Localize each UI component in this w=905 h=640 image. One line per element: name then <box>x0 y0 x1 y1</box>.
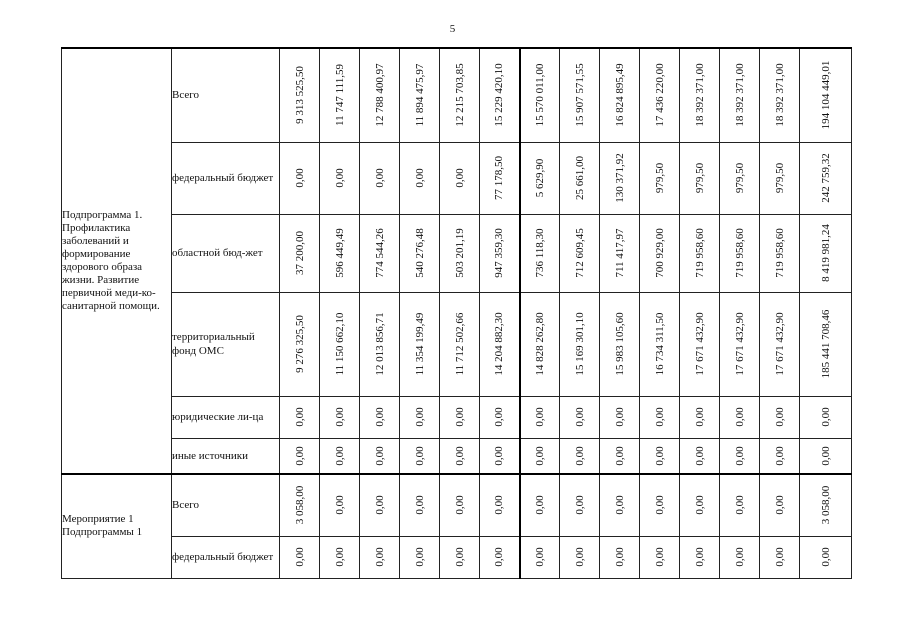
value-cell <box>360 292 400 396</box>
cell-value: 0,00 <box>653 446 666 466</box>
value-cell <box>760 142 800 214</box>
cell-value: 711 417,97 <box>613 228 626 278</box>
cell-value: 11 354 199,49 <box>413 312 426 376</box>
value-cell <box>600 536 640 578</box>
value-cell <box>680 396 720 438</box>
budget-table <box>61 47 852 579</box>
value-cell <box>760 48 800 142</box>
value-cell <box>400 142 440 214</box>
cell-value: 0,00 <box>733 495 746 515</box>
cell-value: 0,00 <box>819 407 832 427</box>
cell-value: 719 958,60 <box>773 228 786 278</box>
cell-value: 736 118,30 <box>533 228 546 278</box>
cell-value: 16 734 311,50 <box>653 312 666 376</box>
value-cell <box>560 142 600 214</box>
cell-value: 9 313 525,50 <box>293 66 306 125</box>
cell-value: 700 929,00 <box>653 228 666 278</box>
value-cell <box>360 142 400 214</box>
value-cell <box>280 214 320 292</box>
cell-value: 15 570 011,00 <box>533 63 546 127</box>
cell-value: 0,00 <box>533 495 546 515</box>
cell-value: 0,00 <box>293 547 306 567</box>
value-cell <box>640 214 680 292</box>
funding-source: федеральный бюджет <box>172 142 280 214</box>
value-cell <box>480 292 520 396</box>
cell-value: 0,00 <box>733 407 746 427</box>
funding-source: областной бюд-жет <box>172 214 280 292</box>
cell-value: 15 983 105,60 <box>613 312 626 376</box>
cell-value: 979,50 <box>693 162 706 194</box>
value-cell <box>280 536 320 578</box>
value-cell <box>760 396 800 438</box>
value-cell <box>760 438 800 474</box>
value-cell <box>480 396 520 438</box>
cell-value: 11 150 662,10 <box>333 312 346 376</box>
cell-value: 0,00 <box>733 547 746 567</box>
value-cell <box>560 438 600 474</box>
value-cell <box>520 536 560 578</box>
funding-source: иные источники <box>172 438 280 474</box>
cell-value: 0,00 <box>573 495 586 515</box>
cell-value: 12 013 856,71 <box>373 312 386 376</box>
cell-value: 540 276,48 <box>413 228 426 278</box>
value-cell <box>720 48 760 142</box>
value-cell <box>640 474 680 536</box>
total-cell <box>800 142 852 214</box>
cell-value: 15 229 420,10 <box>493 63 506 127</box>
cell-value: 14 204 882,30 <box>493 312 506 376</box>
table-row <box>62 536 852 578</box>
cell-value: 14 828 262,80 <box>533 312 546 376</box>
cell-value: 0,00 <box>373 446 386 466</box>
value-cell <box>520 474 560 536</box>
cell-value: 0,00 <box>693 446 706 466</box>
cell-value: 3 058,00 <box>819 486 832 525</box>
value-cell <box>320 396 360 438</box>
table-row <box>62 48 852 142</box>
value-cell <box>400 292 440 396</box>
cell-value: 0,00 <box>613 407 626 427</box>
cell-value: 0,00 <box>733 446 746 466</box>
cell-value: 0,00 <box>453 446 466 466</box>
cell-value: 0,00 <box>333 547 346 567</box>
cell-value: 947 359,30 <box>493 228 506 278</box>
value-cell <box>640 142 680 214</box>
value-cell <box>400 48 440 142</box>
budget-table-body <box>62 48 852 578</box>
value-cell <box>760 536 800 578</box>
cell-value: 0,00 <box>413 446 426 466</box>
cell-value: 37 200,00 <box>293 231 306 275</box>
cell-value: 712 609,45 <box>573 228 586 278</box>
cell-value: 0,00 <box>373 407 386 427</box>
value-cell <box>480 142 520 214</box>
total-cell <box>800 292 852 396</box>
value-cell <box>720 396 760 438</box>
table-row <box>62 438 852 474</box>
value-cell <box>680 48 720 142</box>
value-cell <box>360 474 400 536</box>
value-cell <box>560 292 600 396</box>
funding-source: Всего <box>172 48 280 142</box>
table-row <box>62 474 852 536</box>
total-cell <box>800 214 852 292</box>
cell-value: 0,00 <box>613 547 626 567</box>
cell-value: 8 419 981,24 <box>819 224 832 282</box>
value-cell <box>480 48 520 142</box>
value-cell <box>720 536 760 578</box>
value-cell <box>760 292 800 396</box>
value-cell <box>760 214 800 292</box>
cell-value: 0,00 <box>533 547 546 567</box>
total-cell <box>800 438 852 474</box>
cell-value: 11 747 111,59 <box>333 64 346 127</box>
value-cell <box>720 142 760 214</box>
cell-value: 130 371,92 <box>613 153 626 203</box>
value-cell <box>360 396 400 438</box>
value-cell <box>520 396 560 438</box>
cell-value: 0,00 <box>453 547 466 567</box>
table-row <box>62 396 852 438</box>
program-title: Подпрограмма 1. Профилактика заболеваний и формирование здорового образа жизни. Развитие первичной меди-ко-санитарной помощи. <box>62 48 172 474</box>
value-cell <box>480 536 520 578</box>
value-cell <box>760 474 800 536</box>
value-cell <box>720 214 760 292</box>
value-cell <box>440 292 480 396</box>
value-cell <box>320 536 360 578</box>
value-cell <box>480 474 520 536</box>
cell-value: 5 629,90 <box>533 158 546 198</box>
value-cell <box>560 396 600 438</box>
cell-value: 0,00 <box>453 168 466 188</box>
value-cell <box>280 142 320 214</box>
cell-value: 3 058,00 <box>293 486 306 525</box>
value-cell <box>400 438 440 474</box>
cell-value: 18 392 371,00 <box>773 63 786 127</box>
value-cell <box>320 142 360 214</box>
value-cell <box>400 214 440 292</box>
value-cell <box>480 214 520 292</box>
cell-value: 0,00 <box>773 407 786 427</box>
value-cell <box>720 474 760 536</box>
value-cell <box>360 48 400 142</box>
value-cell <box>560 214 600 292</box>
cell-value: 0,00 <box>573 547 586 567</box>
cell-value: 0,00 <box>333 407 346 427</box>
cell-value: 18 392 371,00 <box>733 63 746 127</box>
value-cell <box>640 438 680 474</box>
cell-value: 0,00 <box>573 407 586 427</box>
cell-value: 0,00 <box>819 446 832 466</box>
cell-value: 12 788 400,97 <box>373 63 386 127</box>
cell-value: 242 759,32 <box>819 153 832 203</box>
cell-value: 0,00 <box>493 407 506 427</box>
funding-source: юридические ли-ца <box>172 396 280 438</box>
cell-value: 719 958,60 <box>693 228 706 278</box>
cell-value: 0,00 <box>293 446 306 466</box>
cell-value: 0,00 <box>819 547 832 567</box>
value-cell <box>520 438 560 474</box>
cell-value: 0,00 <box>773 547 786 567</box>
value-cell <box>560 474 600 536</box>
funding-source: федеральный бюджет <box>172 536 280 578</box>
value-cell <box>640 48 680 142</box>
cell-value: 0,00 <box>533 446 546 466</box>
page-number: 5 <box>449 23 456 35</box>
cell-value: 719 958,60 <box>733 228 746 278</box>
value-cell <box>720 438 760 474</box>
cell-value: 18 392 371,00 <box>693 63 706 127</box>
value-cell <box>440 48 480 142</box>
cell-value: 0,00 <box>653 495 666 515</box>
value-cell <box>440 396 480 438</box>
cell-value: 0,00 <box>333 495 346 515</box>
value-cell <box>320 48 360 142</box>
cell-value: 596 449,49 <box>333 228 346 278</box>
table-row <box>62 142 852 214</box>
cell-value: 17 671 432,90 <box>773 312 786 376</box>
cell-value: 0,00 <box>453 495 466 515</box>
value-cell <box>680 214 720 292</box>
cell-value: 0,00 <box>333 446 346 466</box>
value-cell <box>680 142 720 214</box>
cell-value: 0,00 <box>693 407 706 427</box>
cell-value: 15 907 571,55 <box>573 63 586 127</box>
value-cell <box>600 474 640 536</box>
cell-value: 0,00 <box>373 547 386 567</box>
cell-value: 0,00 <box>293 407 306 427</box>
table-row <box>62 292 852 396</box>
value-cell <box>280 48 320 142</box>
value-cell <box>440 214 480 292</box>
value-cell <box>400 396 440 438</box>
cell-value: 25 661,00 <box>573 156 586 200</box>
total-cell <box>800 474 852 536</box>
value-cell <box>600 438 640 474</box>
value-cell <box>520 142 560 214</box>
cell-value: 0,00 <box>693 495 706 515</box>
value-cell <box>600 48 640 142</box>
cell-value: 0,00 <box>493 495 506 515</box>
value-cell <box>280 438 320 474</box>
cell-value: 0,00 <box>533 407 546 427</box>
value-cell <box>640 536 680 578</box>
cell-value: 15 169 301,10 <box>573 312 586 376</box>
value-cell <box>440 536 480 578</box>
value-cell <box>600 142 640 214</box>
cell-value: 9 276 325,50 <box>293 315 306 373</box>
cell-value: 0,00 <box>573 446 586 466</box>
cell-value: 979,50 <box>653 162 666 194</box>
cell-value: 0,00 <box>653 407 666 427</box>
value-cell <box>560 48 600 142</box>
value-cell <box>680 536 720 578</box>
cell-value: 77 178,50 <box>493 156 506 200</box>
value-cell <box>320 292 360 396</box>
value-cell <box>520 292 560 396</box>
cell-value: 0,00 <box>693 547 706 567</box>
table-row <box>62 214 852 292</box>
value-cell <box>680 438 720 474</box>
value-cell <box>680 474 720 536</box>
cell-value: 979,50 <box>773 162 786 194</box>
value-cell <box>280 474 320 536</box>
value-cell <box>400 536 440 578</box>
value-cell <box>320 438 360 474</box>
value-cell <box>320 474 360 536</box>
value-cell <box>440 474 480 536</box>
cell-value: 0,00 <box>413 495 426 515</box>
cell-value: 0,00 <box>773 495 786 515</box>
program-title: Мероприятие 1 Подпрограммы 1 <box>62 474 172 578</box>
funding-source: Всего <box>172 474 280 536</box>
cell-value: 0,00 <box>293 168 306 188</box>
cell-value: 0,00 <box>373 168 386 188</box>
total-cell <box>800 48 852 142</box>
value-cell <box>280 396 320 438</box>
cell-value: 503 201,19 <box>453 228 466 278</box>
cell-value: 0,00 <box>773 446 786 466</box>
value-cell <box>440 142 480 214</box>
value-cell <box>720 292 760 396</box>
value-cell <box>320 214 360 292</box>
cell-value: 0,00 <box>413 168 426 188</box>
value-cell <box>560 536 600 578</box>
cell-value: 0,00 <box>413 547 426 567</box>
value-cell <box>600 214 640 292</box>
cell-value: 17 671 432,90 <box>733 312 746 376</box>
cell-value: 774 544,26 <box>373 228 386 278</box>
cell-value: 0,00 <box>493 547 506 567</box>
total-cell <box>800 536 852 578</box>
total-cell <box>800 396 852 438</box>
value-cell <box>360 438 400 474</box>
cell-value: 16 824 895,49 <box>613 63 626 127</box>
value-cell <box>520 214 560 292</box>
value-cell <box>640 292 680 396</box>
cell-value: 194 104 449,01 <box>819 60 832 130</box>
cell-value: 0,00 <box>453 407 466 427</box>
cell-value: 185 441 708,46 <box>819 309 832 379</box>
cell-value: 0,00 <box>613 495 626 515</box>
value-cell <box>600 396 640 438</box>
cell-value: 17 671 432,90 <box>693 312 706 376</box>
value-cell <box>440 438 480 474</box>
cell-value: 0,00 <box>333 168 346 188</box>
value-cell <box>520 48 560 142</box>
value-cell <box>360 536 400 578</box>
cell-value: 0,00 <box>653 547 666 567</box>
value-cell <box>480 438 520 474</box>
cell-value: 0,00 <box>493 446 506 466</box>
cell-value: 0,00 <box>613 446 626 466</box>
cell-value: 0,00 <box>373 495 386 515</box>
value-cell <box>400 474 440 536</box>
cell-value: 11 894 475,97 <box>413 63 426 127</box>
cell-value: 12 215 703,85 <box>453 63 466 127</box>
value-cell <box>360 214 400 292</box>
value-cell <box>640 396 680 438</box>
cell-value: 17 436 220,00 <box>653 63 666 127</box>
cell-value: 0,00 <box>413 407 426 427</box>
value-cell <box>680 292 720 396</box>
value-cell <box>280 292 320 396</box>
cell-value: 979,50 <box>733 162 746 194</box>
funding-source: территориальный фонд ОМС <box>172 292 280 396</box>
cell-value: 11 712 502,66 <box>453 312 466 376</box>
value-cell <box>600 292 640 396</box>
